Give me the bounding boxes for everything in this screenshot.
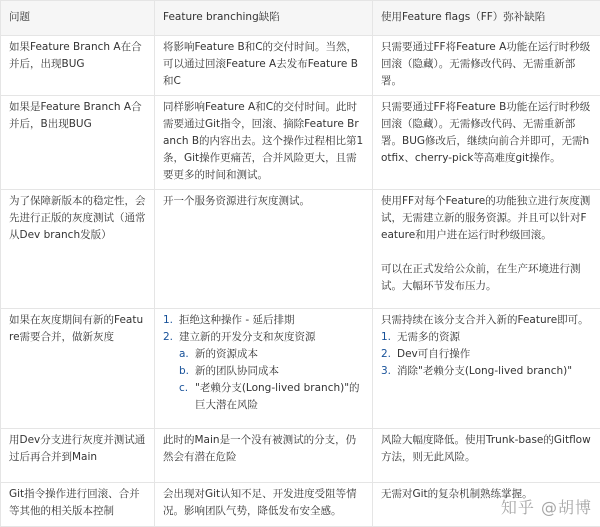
list-text: 新的团队协同成本 <box>195 365 279 377</box>
list-text: "老赖分支(Long-lived branch)"的巨大潜在风险 <box>195 382 360 411</box>
cell-flags <box>373 190 600 309</box>
list-item <box>179 363 364 380</box>
table-row <box>1 96 600 190</box>
cell-branching: 将影响Feature B和C的交付时间。当然，可以通过回滚Feature A去发布Feature B和C <box>155 36 373 96</box>
table-header-row <box>1 1 600 36</box>
table-row <box>1 36 600 96</box>
table-row <box>1 190 600 309</box>
list-item <box>381 346 592 363</box>
list-text: Dev可自行操作 <box>397 348 471 360</box>
list-text: 消除"老赖分支(Long-lived branch)" <box>397 365 573 377</box>
cell-flags: 只需要通过FF将Feature B功能在运行时秒级回滚（隐藏）。无需修改代码、无需重新部署。BUG修改后，继续向前合并即可，无需hotfix、cherry-pick等高难度git操作。 <box>373 96 600 190</box>
cell-problem: 用Dev分支进行灰度并测试通过后再合并到Main <box>1 429 155 483</box>
list-item <box>179 346 364 363</box>
list-number: 2. <box>381 348 392 360</box>
list-text: 拒绝这种操作 - 延后排期 <box>179 314 295 326</box>
watermark-text: 知乎 @胡博 <box>500 498 592 517</box>
branching-sublist <box>179 346 364 414</box>
list-text: 新的资源成本 <box>195 348 258 360</box>
cell-branching: 此时的Main是一个没有被测试的分支，仍然会有潜在危险 <box>155 429 373 483</box>
header-problem: 问题 <box>1 1 155 36</box>
list-item <box>163 312 364 329</box>
cell-branching: 同样影响Feature A和C的交付时间。此时需要通过Git指令，回滚、摘除Feature Branch B的内容出去。这个操作过程相比第1条，Git操作更痛苦，合并风险更大，且需要更多的时间和测试。 <box>155 96 373 190</box>
cell-flags: 只需要通过FF将Feature A功能在运行时秒级回滚（隐藏）。无需修改代码、无需重新部署。 <box>373 36 600 96</box>
cell-problem: 如果Feature Branch A在合并后，出现BUG <box>1 36 155 96</box>
header-feature-flags: 使用Feature flags（FF）弥补缺陷 <box>373 1 600 36</box>
flags-list <box>381 329 592 380</box>
list-number: 2. <box>163 331 174 343</box>
table-row <box>1 429 600 483</box>
table-row <box>1 309 600 429</box>
list-number: 1. <box>163 314 174 326</box>
list-number: 3. <box>381 365 392 377</box>
flags-paragraph: 可以在正式发给公众前，在生产环境进行测试。大幅环节发布压力。 <box>381 263 581 292</box>
cell-flags: 风险大幅度降低。使用Trunk-base的Gitflow方法，则无此风险。 <box>373 429 600 483</box>
list-item <box>179 380 364 414</box>
list-number: c. <box>179 382 189 394</box>
list-number: 1. <box>381 331 392 343</box>
header-feature-branching: Feature branching缺陷 <box>155 1 373 36</box>
cell-flags: 无需对Git的复杂机制熟练掌握。 <box>373 483 600 527</box>
list-item <box>381 329 592 346</box>
cell-problem: Git指令操作进行回滚、合并等其他的相关版本控制 <box>1 483 155 527</box>
list-text: 建立新的开发分支和灰度资源 <box>179 331 316 343</box>
list-text: 无需多的资源 <box>397 331 460 343</box>
list-number: b. <box>179 365 190 377</box>
cell-branching: 会出现对Git认知不足、开发进度受阻等情况。影响团队气势，降低发布安全感。 <box>155 483 373 527</box>
cell-flags <box>373 309 600 429</box>
flags-paragraph: 使用FF对每个Feature的功能独立进行灰度测试，无需建立新的服务资源。并且可以针对Feature和用户进在运行时秒级回滚。 <box>381 195 591 241</box>
cell-problem: 为了保障新版本的稳定性，会先进行正版的灰度测试（通常从Dev branch发版） <box>1 190 155 309</box>
list-number: a. <box>179 348 189 360</box>
flags-intro: 只需持续在该分支合并入新的Feature即可。 <box>381 314 589 326</box>
list-item <box>163 329 364 346</box>
branching-list <box>163 312 364 346</box>
cell-problem: 如果是Feature Branch A合并后，B出现BUG <box>1 96 155 190</box>
cell-problem: 如果在灰度期间有新的Feature需要合并，做新灰度 <box>1 309 155 429</box>
cell-branching: 开一个服务资源进行灰度测试。 <box>155 190 373 309</box>
list-item <box>381 363 592 380</box>
table-row <box>1 483 600 527</box>
cell-branching <box>155 309 373 429</box>
